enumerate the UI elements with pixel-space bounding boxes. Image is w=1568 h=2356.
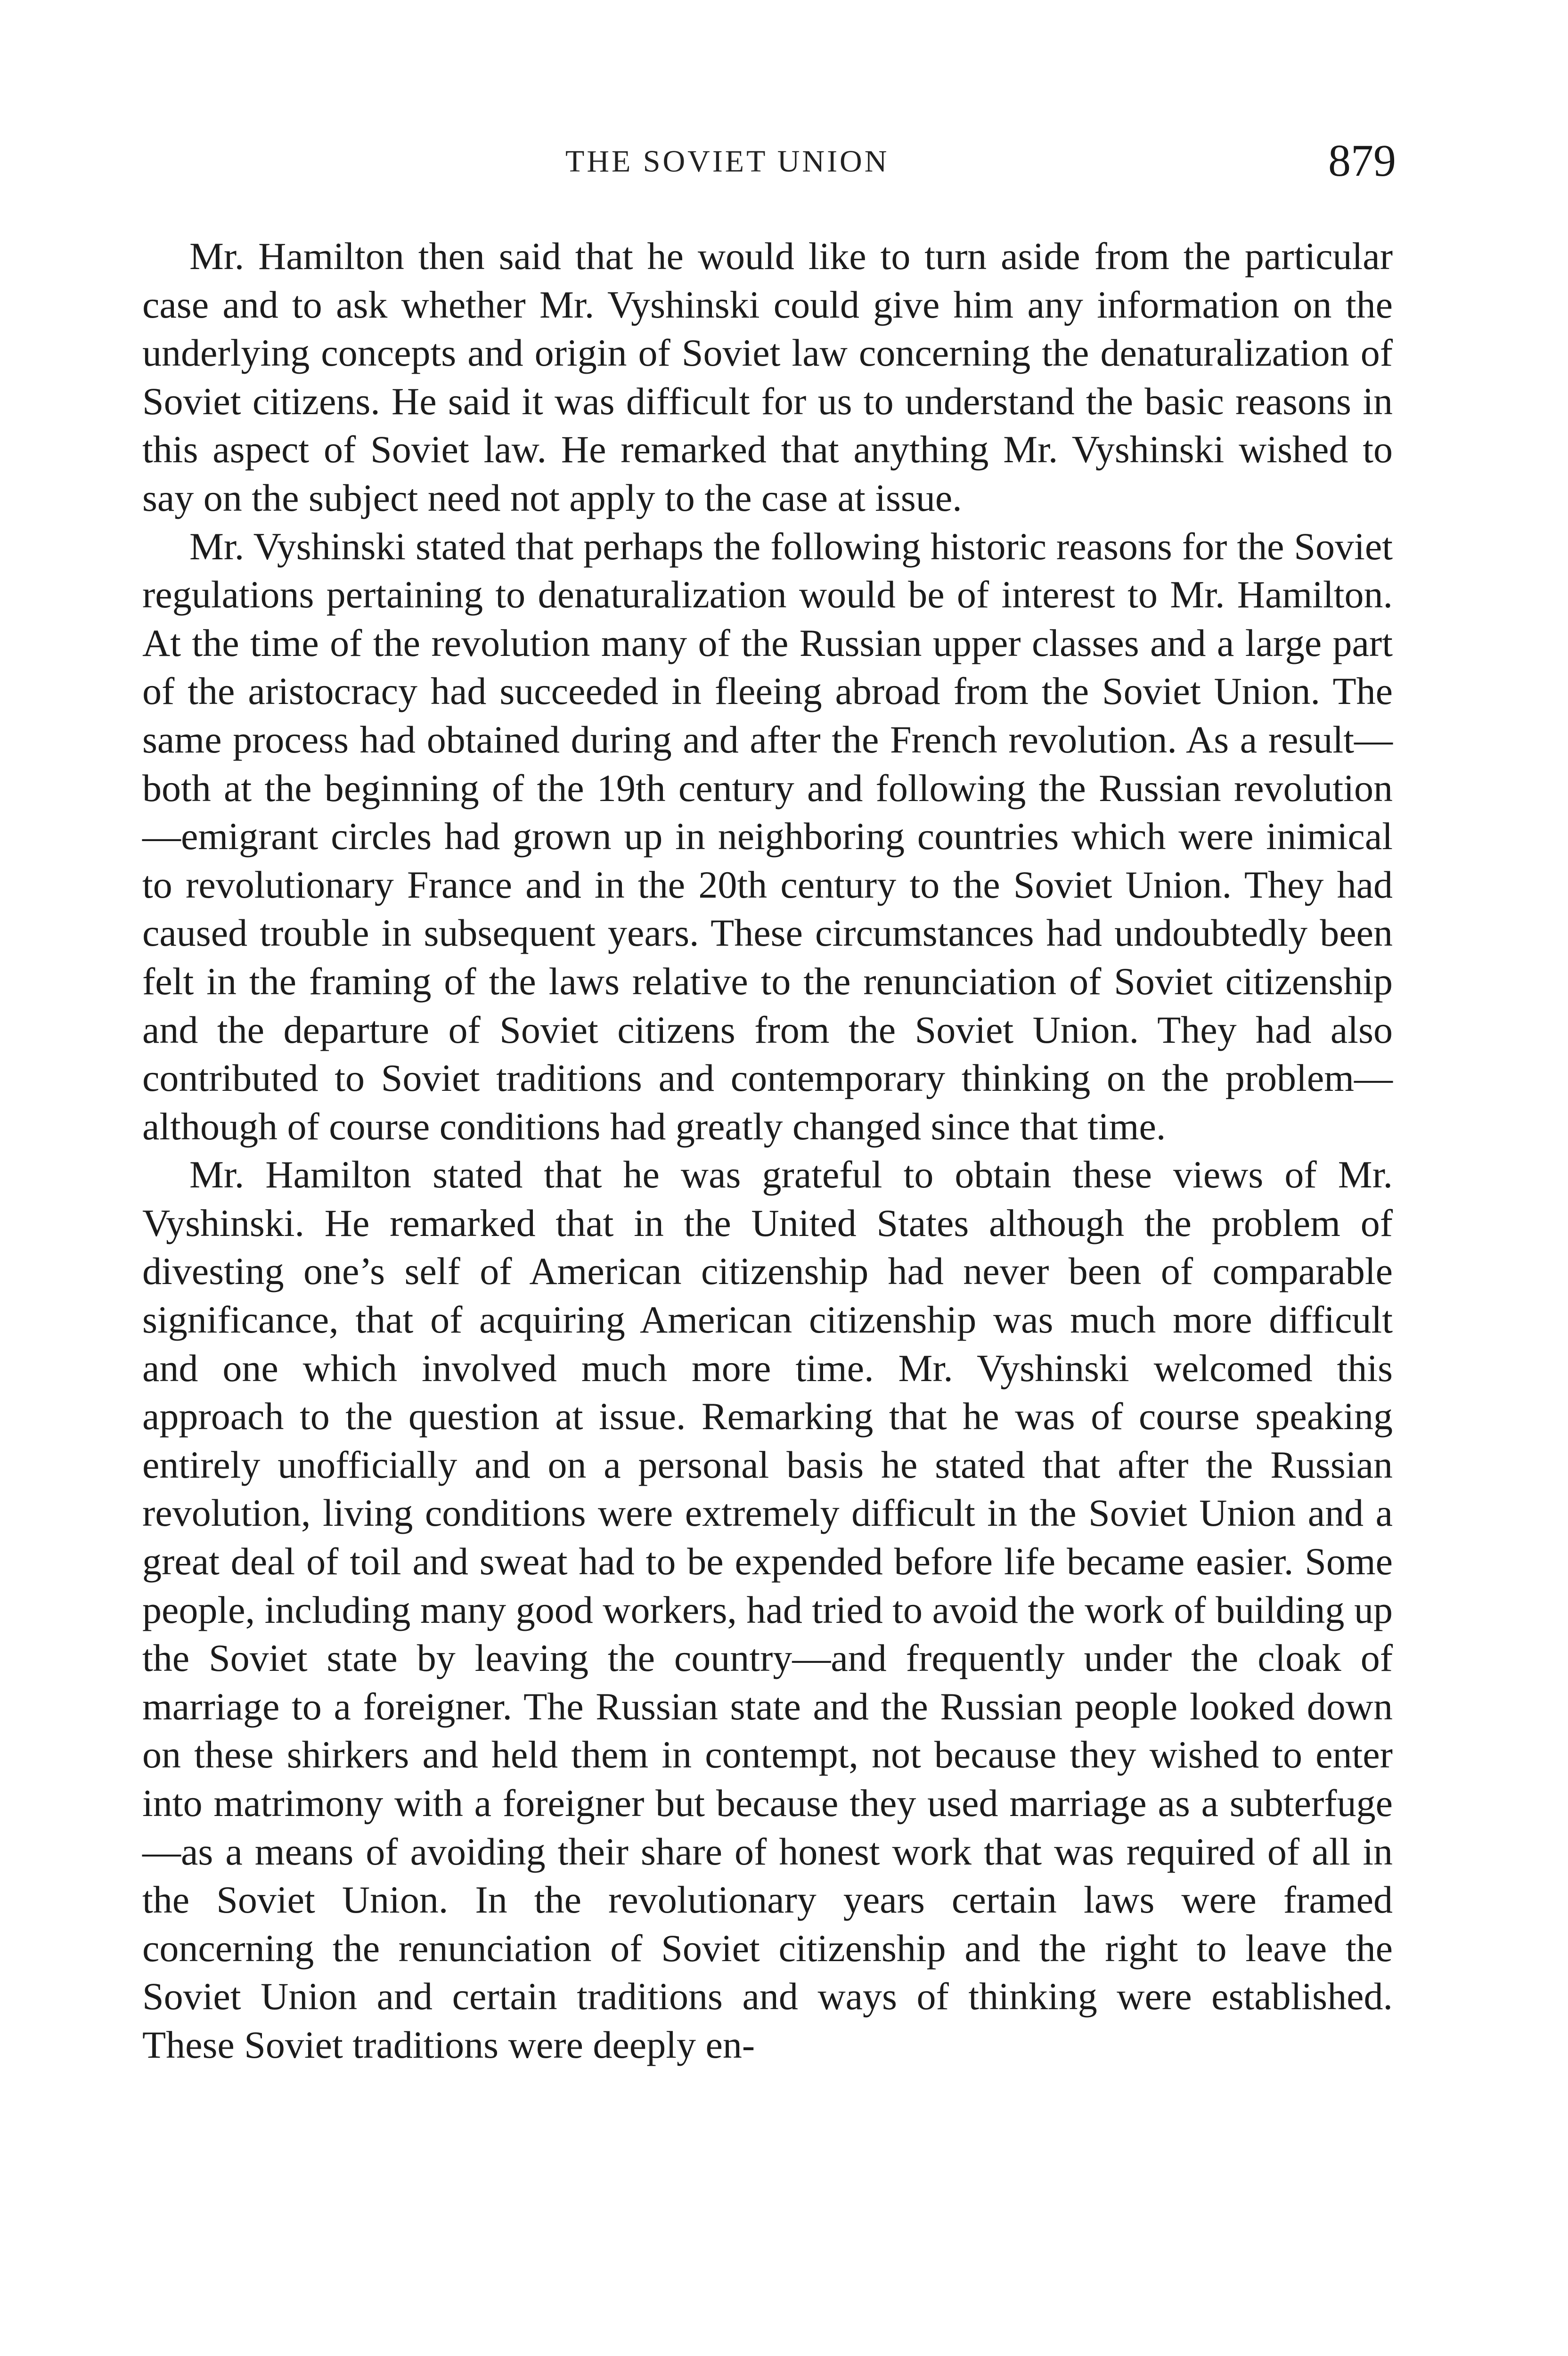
page-number: 879 — [1328, 135, 1396, 186]
paragraph: Mr. Hamilton then said that he would like to turn aside from the particular case and to ask whether Mr. Vyshinski could give him any information on the underlying concepts and origin of Soviet law concerning the denaturalization of Soviet citizens. He said it was difficult for us to understand the basic reasons in this aspect of Soviet law. He remarked that anything Mr. Vyshinski wished to say on the subject need not apply to the case at issue. — [142, 235, 1393, 519]
body-text — [142, 232, 1393, 2070]
running-head-title: THE SOVIET UNION — [565, 144, 890, 179]
paragraph: Mr. Vyshinski stated that perhaps the following historic reasons for the Soviet regulations pertaining to denaturalization would be of interest to Mr. Hamilton. At the time of the revolution many of the Russian upper classes and a large part of the aristocracy had succeeded in fleeing abroad from the Soviet Union. The same process had obtained during and after the French revolution. As a result—both at the beginning of the 19th century and following the Russian revolution—emigrant circles had grown up in neighboring countries which were inimical to revolutionary France and in the 20th century to the Soviet Union. They had caused trouble in subsequent years. These circumstances had undoubtedly been felt in the framing of the laws relative to the renunciation of Soviet citizenship and the departure of Soviet citizens from the Soviet Union. They had also contributed to Soviet traditions and contemporary thinking on the problem—although of course conditions had greatly changed since that time. — [142, 524, 1393, 1148]
paragraph: Mr. Hamilton stated that he was grateful to obtain these views of Mr. Vyshinski. He remarked that in the United States although the problem of divesting one’s self of American citizenship had never been of comparable significance, that of acquiring American citizenship was much more difficult and one which involved much more time. Mr. Vyshinski welcomed this approach to the question at issue. Remarking that he was of course speaking entirely unofficially and on a personal basis he stated that after the Russian revolution, living conditions were extremely difficult in the Soviet Union and a great deal of toil and sweat had to be expended before life became easier. Some people, including many good workers, had tried to avoid the work of building up the Soviet state by leaving the country—and frequently under the cloak of marriage to a foreigner. The Russian state and the Russian people looked down on these shirkers and held them in contempt, not because they wished to enter into matrimony with a foreigner but because they used marriage as a subterfuge—as a means of avoiding their share of honest work that was required of all in the Soviet Union. In the revolutionary years certain laws were framed concerning the renunciation of Soviet citizenship and the right to leave the Soviet Union and certain traditions and ways of thinking were established. These Soviet traditions were deeply en- — [142, 1153, 1393, 2066]
